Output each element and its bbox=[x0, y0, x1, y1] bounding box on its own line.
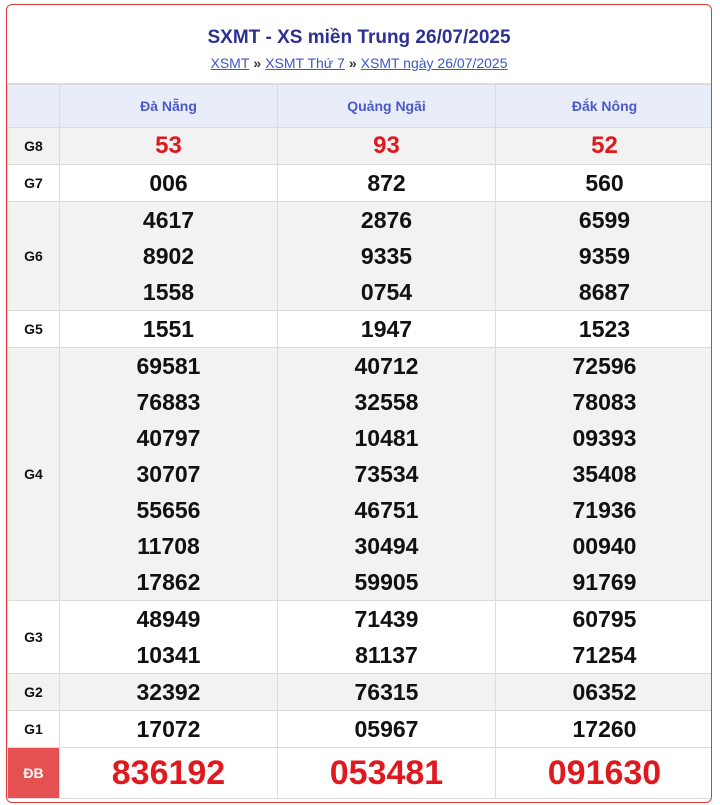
prize-number: 69581 bbox=[136, 353, 201, 379]
prize-number: 6599 bbox=[578, 207, 631, 233]
page-title: SXMT - XS miền Trung 26/07/2025 bbox=[207, 27, 511, 48]
prize-number: 48949 bbox=[136, 606, 201, 632]
prize-number: 93 bbox=[373, 132, 400, 159]
prize-label: G2 bbox=[8, 674, 60, 711]
prize-number: 32558 bbox=[354, 389, 419, 415]
prize-cell bbox=[496, 202, 713, 311]
prize-number: 560 bbox=[585, 170, 624, 196]
prize-cell bbox=[278, 311, 496, 348]
prize-cell bbox=[60, 674, 278, 711]
prize-number: 40797 bbox=[136, 425, 201, 451]
prize-number: 30494 bbox=[354, 533, 419, 559]
prize-label: ĐB bbox=[8, 748, 60, 799]
prize-cell bbox=[60, 711, 278, 748]
prize-label: G4 bbox=[8, 348, 60, 601]
prize-cell bbox=[60, 348, 278, 601]
prize-number: 71254 bbox=[572, 642, 637, 668]
prize-number: 1558 bbox=[142, 279, 195, 305]
province-header-dak-nong: Đắk Nông bbox=[496, 85, 713, 128]
prize-number: 55656 bbox=[136, 497, 201, 523]
prize-label: G6 bbox=[8, 202, 60, 311]
prize-number: 71439 bbox=[354, 606, 419, 632]
prize-number: 8687 bbox=[578, 279, 631, 305]
prize-cell bbox=[278, 711, 496, 748]
prize-number: 46751 bbox=[354, 497, 419, 523]
results-header bbox=[7, 5, 711, 84]
prize-number: 872 bbox=[367, 170, 406, 196]
prize-number: 8902 bbox=[142, 243, 195, 269]
prize-number: 2876 bbox=[360, 207, 413, 233]
prize-number: 78083 bbox=[572, 389, 637, 415]
prize-cell bbox=[278, 674, 496, 711]
prize-row-db bbox=[8, 748, 713, 799]
prize-number: 9359 bbox=[578, 243, 631, 269]
prize-number: 4617 bbox=[142, 207, 195, 233]
prize-number: 76315 bbox=[354, 679, 419, 705]
results-table bbox=[7, 84, 712, 799]
breadcrumb-separator: » bbox=[348, 55, 357, 71]
prize-cell bbox=[496, 674, 713, 711]
prize-number: 05967 bbox=[354, 716, 419, 742]
prize-number: 35408 bbox=[572, 461, 637, 487]
prize-cell bbox=[278, 165, 496, 202]
prize-cell bbox=[60, 128, 278, 165]
prize-cell bbox=[496, 165, 713, 202]
prize-number: 81137 bbox=[355, 642, 418, 668]
prize-number: 52 bbox=[591, 132, 618, 159]
prize-number: 11708 bbox=[137, 533, 200, 559]
prize-cell bbox=[278, 202, 496, 311]
prize-cell bbox=[278, 128, 496, 165]
prize-cell bbox=[496, 128, 713, 165]
prize-row-g1 bbox=[8, 711, 713, 748]
prize-cell bbox=[496, 348, 713, 601]
results-card bbox=[6, 4, 712, 803]
prize-row-g6 bbox=[8, 202, 713, 311]
prize-number: 60795 bbox=[572, 606, 637, 632]
prize-row-g5 bbox=[8, 311, 713, 348]
prize-cell bbox=[496, 711, 713, 748]
prize-number: 91769 bbox=[572, 569, 637, 595]
prize-cell bbox=[60, 165, 278, 202]
prize-label: G1 bbox=[8, 711, 60, 748]
prize-number: 1947 bbox=[360, 316, 413, 342]
prize-number: 091630 bbox=[547, 754, 662, 792]
header-corner bbox=[8, 85, 60, 128]
prize-label: G7 bbox=[8, 165, 60, 202]
breadcrumb-separator: » bbox=[253, 55, 262, 71]
prize-row-g7 bbox=[8, 165, 713, 202]
prize-row-g3 bbox=[8, 601, 713, 674]
prize-number: 17072 bbox=[136, 716, 201, 742]
province-header-da-nang: Đà Nẵng bbox=[60, 85, 278, 128]
prize-cell bbox=[496, 601, 713, 674]
prize-number: 10481 bbox=[354, 425, 419, 451]
prize-label: G3 bbox=[8, 601, 60, 674]
prize-number: 71936 bbox=[572, 497, 637, 523]
breadcrumb-link-weekday[interactable]: XSMT Thứ 7 bbox=[265, 55, 345, 71]
prize-number: 17862 bbox=[136, 569, 201, 595]
breadcrumb-link-date[interactable]: XSMT ngày 26/07/2025 bbox=[360, 55, 508, 71]
prize-number: 40712 bbox=[354, 353, 419, 379]
prize-number: 59905 bbox=[354, 569, 419, 595]
breadcrumb bbox=[7, 54, 711, 72]
prize-cell bbox=[278, 348, 496, 601]
prize-cell bbox=[60, 311, 278, 348]
prize-number: 1523 bbox=[578, 316, 631, 342]
prize-cell bbox=[496, 748, 713, 799]
province-header-quang-ngai: Quảng Ngãi bbox=[278, 85, 496, 128]
prize-number: 30707 bbox=[136, 461, 201, 487]
prize-row-g2 bbox=[8, 674, 713, 711]
prize-number: 17260 bbox=[572, 716, 637, 742]
prize-row-g4 bbox=[8, 348, 713, 601]
prize-cell bbox=[496, 311, 713, 348]
prize-label: G5 bbox=[8, 311, 60, 348]
breadcrumb-link-xsmt[interactable]: XSMT bbox=[210, 55, 250, 71]
prize-number: 72596 bbox=[572, 353, 637, 379]
prize-row-g8 bbox=[8, 128, 713, 165]
prize-number: 06352 bbox=[572, 679, 637, 705]
prize-number: 9335 bbox=[360, 243, 413, 269]
prize-number: 76883 bbox=[136, 389, 201, 415]
prize-number: 836192 bbox=[111, 754, 226, 792]
prize-label: G8 bbox=[8, 128, 60, 165]
prize-number: 0754 bbox=[360, 279, 413, 305]
prize-cell bbox=[60, 601, 278, 674]
prize-number: 73534 bbox=[354, 461, 419, 487]
prize-number: 1551 bbox=[142, 316, 195, 342]
prize-cell bbox=[60, 202, 278, 311]
table-header-row bbox=[8, 85, 713, 128]
prize-number: 32392 bbox=[136, 679, 201, 705]
prize-number: 053481 bbox=[329, 754, 444, 792]
prize-number: 53 bbox=[155, 132, 182, 159]
prize-cell bbox=[278, 748, 496, 799]
prize-number: 006 bbox=[149, 170, 188, 196]
prize-number: 10341 bbox=[136, 642, 201, 668]
prize-number: 00940 bbox=[572, 533, 637, 559]
prize-number: 09393 bbox=[572, 425, 637, 451]
prize-cell bbox=[60, 748, 278, 799]
prize-cell bbox=[278, 601, 496, 674]
